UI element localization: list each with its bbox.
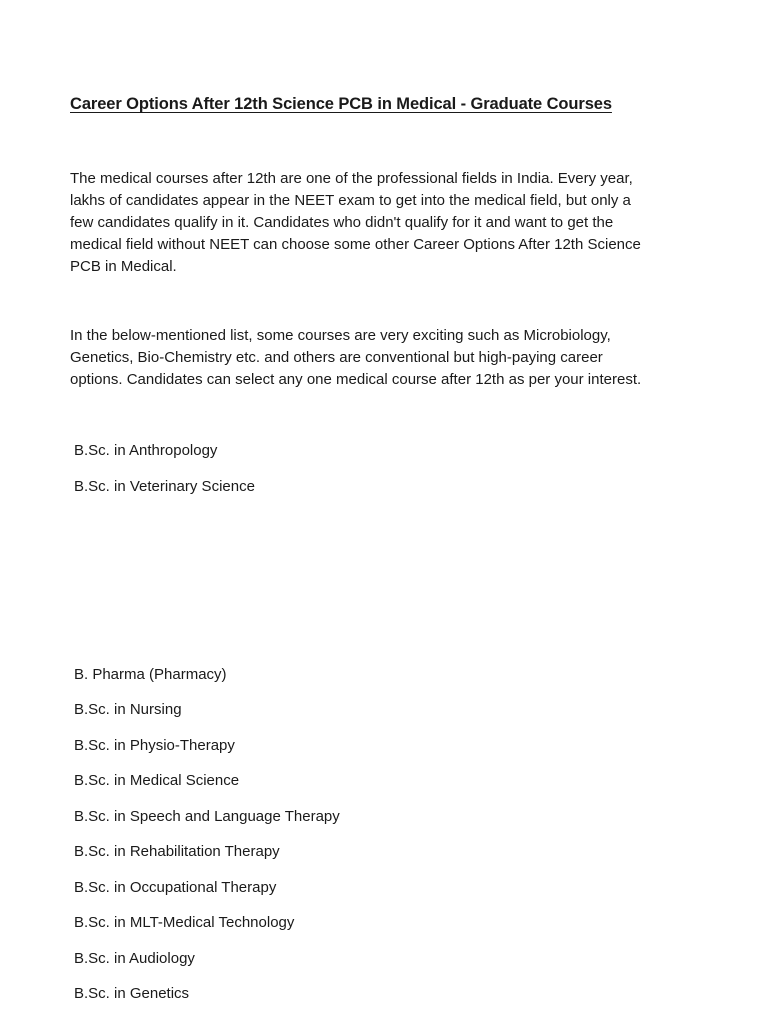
course-item: B. Pharma (Pharmacy) [74, 666, 227, 683]
course-item: B.Sc. in Physio-Therapy [74, 737, 235, 754]
course-item: B.Sc. in Audiology [74, 950, 195, 967]
page-title: Career Options After 12th Science PCB in Medical - Graduate Courses [70, 95, 612, 113]
list-intro-line: options. Candidates can select any one medical course after 12th as per your interest. [70, 371, 642, 388]
course-item: B.Sc. in MLT-Medical Technology [74, 914, 295, 931]
course-item: B.Sc. in Nursing [74, 701, 182, 718]
course-item: B.Sc. in Anthropology [74, 442, 218, 459]
list-intro-line: In the below-mentioned list, some courses are very exciting such as Microbiology, [70, 327, 611, 344]
intro-line: The medical courses after 12th are one of the professional fields in India. Every year, [70, 170, 633, 187]
list-intro-line: Genetics, Bio-Chemistry etc. and others are conventional but high-paying career [70, 349, 603, 366]
intro-paragraph [70, 168, 698, 278]
course-item: B.Sc. in Rehabilitation Therapy [74, 843, 280, 860]
course-item: B.Sc. in Veterinary Science [74, 478, 255, 495]
intro-line: few candidates qualify in it. Candidates who didn't qualify for it and want to get the [70, 214, 614, 231]
list-intro-paragraph [70, 325, 698, 391]
course-item: B.Sc. in Occupational Therapy [74, 879, 277, 896]
course-item: B.Sc. in Medical Science [74, 772, 240, 789]
course-item: B.Sc. in Speech and Language Therapy [74, 808, 340, 825]
course-item: B.Sc. in Genetics [74, 985, 190, 1002]
intro-line: lakhs of candidates appear in the NEET exam to get into the medical field, but only a [70, 192, 631, 209]
intro-line: PCB in Medical. [70, 258, 177, 275]
intro-line: medical field without NEET can choose some other Career Options After 12th Science [70, 236, 641, 253]
